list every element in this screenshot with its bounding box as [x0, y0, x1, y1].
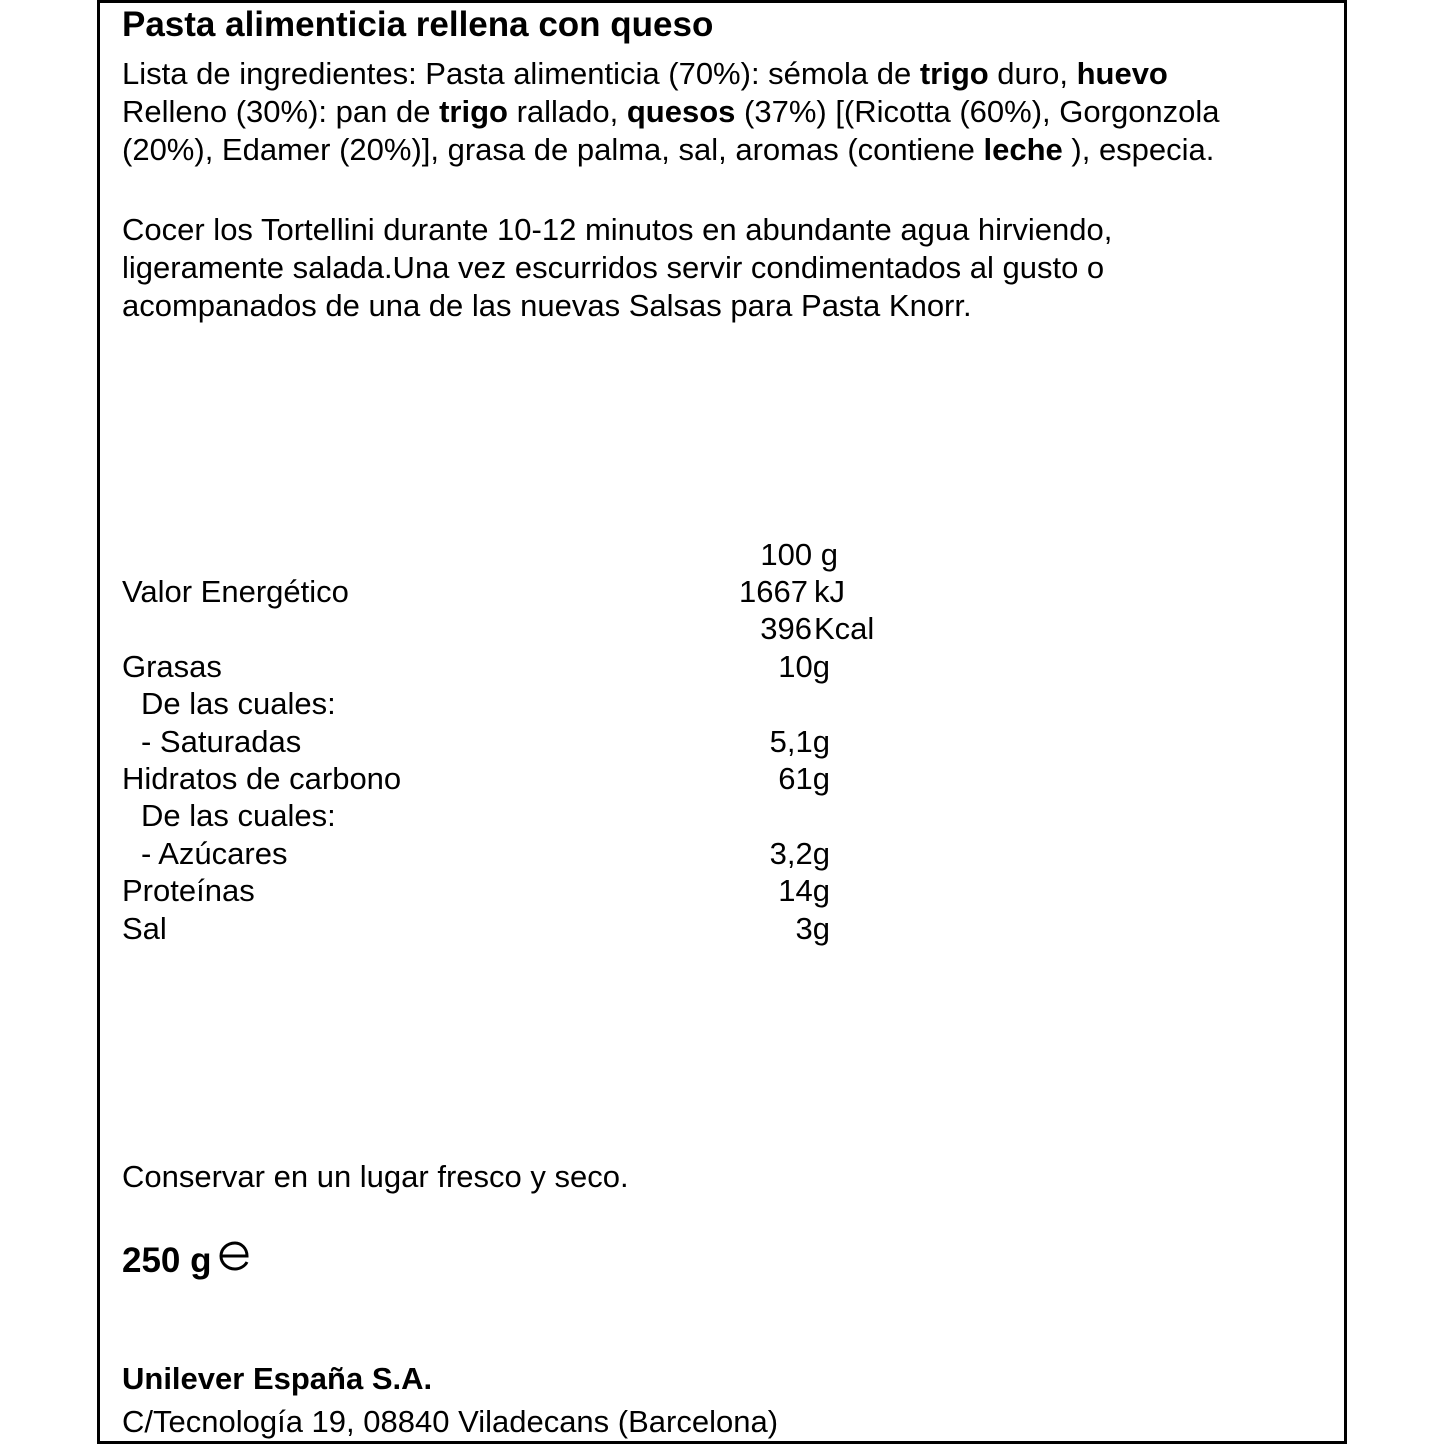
saturated-label: - Saturadas [141, 724, 302, 759]
ingredients-list [122, 55, 1220, 169]
fat-sub-label: De las cuales: [141, 686, 336, 721]
sugars-label: - Azúcares [141, 836, 288, 871]
company-name: Unilever España S.A. [122, 1361, 433, 1396]
sugars-value: 3,2g [769, 836, 830, 871]
energy-kj-unit: kJ [814, 574, 845, 609]
protein-label: Proteínas [122, 873, 255, 908]
carbs-sub-label: De las cuales: [141, 798, 336, 833]
ingredients-line-3 [122, 131, 1220, 169]
energy-kcal-unit: Kcal [814, 611, 875, 646]
preparation-line-1: Cocer los Tortellini durante 10-12 minutos en abundante agua hirviendo, [122, 212, 1113, 247]
allergen-text: trigo [919, 56, 989, 91]
energy-label: Valor Energético [122, 574, 349, 609]
estimated-sign-icon [218, 1240, 252, 1282]
allergen-text: leche [983, 132, 1063, 167]
nutrition-header: 100 g [760, 537, 838, 572]
preparation-instructions [122, 211, 1112, 325]
ingredient-text: (20%), Edamer (20%)], grasa de palma, sal, aromas (contiene [122, 132, 984, 167]
ingredient-text: Relleno (30%): pan de [122, 94, 440, 129]
allergen-text: quesos [626, 94, 736, 129]
storage-instructions: Conservar en un lugar fresco y seco. [122, 1159, 629, 1194]
allergen-text: trigo [439, 94, 508, 129]
energy-kcal-value: 396 [760, 611, 812, 646]
ingredient-text: duro, [988, 56, 1077, 91]
saturated-value: 5,1g [769, 724, 830, 759]
preparation-line-2: ligeramente salada.Una vez escurridos servir condimentados al gusto o [122, 250, 1105, 285]
company-address: C/Tecnología 19, 08840 Viladecans (Barcelona) [122, 1404, 779, 1439]
net-weight-value: 250 g [122, 1241, 212, 1280]
net-weight [122, 1240, 252, 1284]
ingredients-line-1 [122, 55, 1220, 93]
energy-kj-value: 1667 [739, 574, 808, 609]
product-title: Pasta alimenticia rellena con queso [122, 5, 714, 44]
ingredient-text: ), especia. [1062, 132, 1215, 167]
carbs-value: 61g [778, 761, 830, 796]
fat-label: Grasas [122, 649, 222, 684]
protein-value: 14g [778, 873, 830, 908]
ingredient-text: Lista de ingredientes: Pasta alimenticia (70%): sémola de [122, 56, 920, 91]
salt-value: 3g [795, 911, 830, 946]
salt-label: Sal [122, 911, 167, 946]
ingredient-text: rallado, [507, 94, 627, 129]
ingredient-text: (37%) [(Ricotta (60%), Gorgonzola [735, 94, 1220, 129]
fat-value: 10g [778, 649, 830, 684]
carbs-label: Hidratos de carbono [122, 761, 402, 796]
allergen-text: huevo [1076, 56, 1168, 91]
preparation-line-3: acompanados de una de las nuevas Salsas para Pasta Knorr. [122, 288, 972, 323]
ingredients-line-2 [122, 93, 1220, 131]
